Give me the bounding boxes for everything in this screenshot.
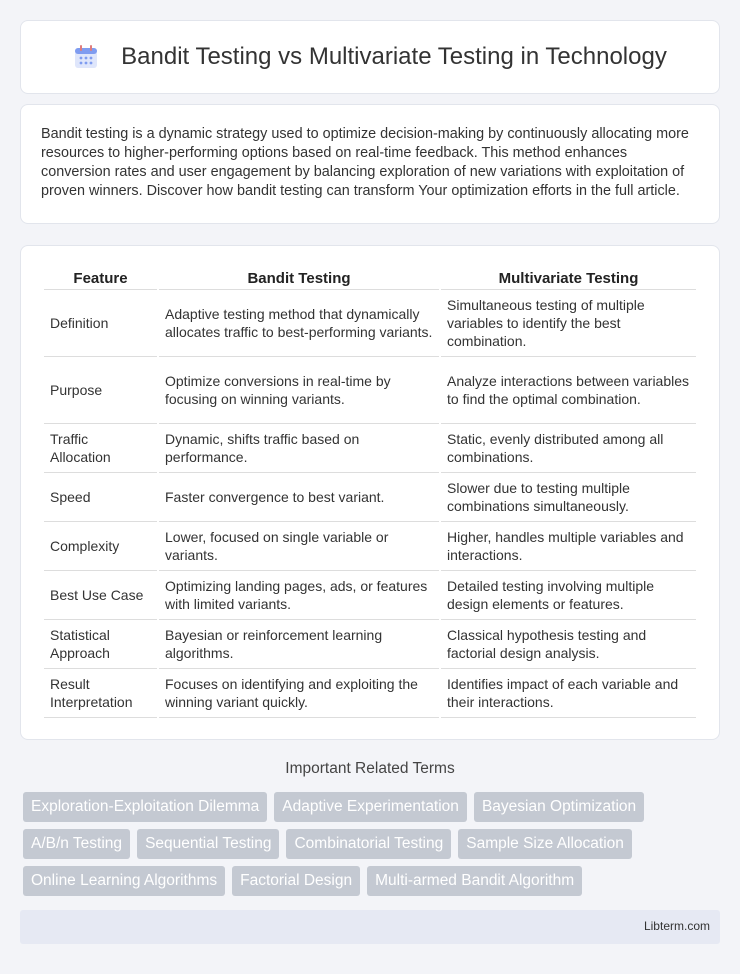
footer bbox=[20, 910, 720, 944]
tag-online-learning-algorithms[interactable]: Online Learning Algorithms bbox=[23, 866, 225, 896]
table-row bbox=[44, 473, 696, 522]
tag-combinatorial-testing[interactable]: Combinatorial Testing bbox=[286, 829, 451, 859]
bandit-cell: Focuses on identifying and exploiting the winning variant quickly. bbox=[159, 669, 439, 718]
table-row bbox=[44, 424, 696, 473]
bandit-cell: Faster convergence to best variant. bbox=[159, 473, 439, 522]
header-card bbox=[20, 20, 720, 94]
multivariate-cell: Simultaneous testing of multiple variables to identify the best combination. bbox=[441, 290, 696, 357]
multivariate-cell: Static, evenly distributed among all combinations. bbox=[441, 424, 696, 473]
feature-cell: Result Interpretation bbox=[44, 669, 157, 718]
footer-site-link[interactable]: Libterm.com bbox=[643, 919, 710, 933]
bandit-cell: Dynamic, shifts traffic based on performance. bbox=[159, 424, 439, 473]
page-title: Bandit Testing vs Multivariate Testing in Technology bbox=[121, 43, 667, 70]
comparison-table bbox=[42, 266, 698, 718]
feature-cell: Traffic Allocation bbox=[44, 424, 157, 473]
multivariate-cell: Identifies impact of each variable and their interactions. bbox=[441, 669, 696, 718]
feature-cell: Statistical Approach bbox=[44, 620, 157, 669]
multivariate-cell: Slower due to testing multiple combinations simultaneously. bbox=[441, 473, 696, 522]
tag-multi-armed-bandit-algorithm[interactable]: Multi-armed Bandit Algorithm bbox=[367, 866, 582, 896]
tag-row bbox=[23, 829, 723, 859]
table-row bbox=[44, 357, 696, 424]
related-terms-title: Important Related Terms bbox=[285, 760, 455, 777]
table-row bbox=[44, 522, 696, 571]
table-row bbox=[44, 290, 696, 357]
feature-cell: Best Use Case bbox=[44, 571, 157, 620]
header-multivariate-testing: Multivariate Testing bbox=[441, 266, 696, 290]
multivariate-cell: Analyze interactions between variables to find the optimal combination. bbox=[441, 357, 696, 424]
table-header-row bbox=[44, 266, 696, 290]
feature-cell: Purpose bbox=[44, 357, 157, 424]
bandit-cell: Adaptive testing method that dynamically allocates traffic to best-performing variants. bbox=[159, 290, 439, 357]
related-terms-tags bbox=[23, 792, 723, 903]
tag-row bbox=[23, 866, 723, 896]
multivariate-cell: Detailed testing involving multiple design elements or features. bbox=[441, 571, 696, 620]
multivariate-cell: Classical hypothesis testing and factorial design analysis. bbox=[441, 620, 696, 669]
feature-cell: Definition bbox=[44, 290, 157, 357]
feature-cell: Complexity bbox=[44, 522, 157, 571]
comparison-table-card bbox=[20, 245, 720, 740]
tag-bayesian-optimization[interactable]: Bayesian Optimization bbox=[474, 792, 644, 822]
header-bandit-testing: Bandit Testing bbox=[159, 266, 439, 290]
bandit-cell: Lower, focused on single variable or variants. bbox=[159, 522, 439, 571]
intro-card bbox=[20, 104, 720, 224]
feature-cell: Speed bbox=[44, 473, 157, 522]
bandit-cell: Bayesian or reinforcement learning algorithms. bbox=[159, 620, 439, 669]
calendar-icon bbox=[73, 44, 99, 70]
table-row bbox=[44, 669, 696, 718]
table-row bbox=[44, 571, 696, 620]
tag-abn-testing[interactable]: A/B/n Testing bbox=[23, 829, 130, 859]
table-row bbox=[44, 620, 696, 669]
tag-exploration-exploitation-dilemma[interactable]: Exploration-Exploitation Dilemma bbox=[23, 792, 267, 822]
header-feature: Feature bbox=[44, 266, 157, 290]
tag-sequential-testing[interactable]: Sequential Testing bbox=[137, 829, 279, 859]
bandit-cell: Optimize conversions in real-time by focusing on winning variants. bbox=[159, 357, 439, 424]
intro-text: Bandit testing is a dynamic strategy used to optimize decision-making by continuously allocating more resources to higher-performing options based on real-time feedback. This method enhances conversion rates and user engagement by balancing exploration of new variations with exploitation of proven winners. Discover how bandit testing can transform Your optimization efforts in the full article. bbox=[41, 126, 689, 199]
tag-row bbox=[23, 792, 723, 822]
multivariate-cell: Higher, handles multiple variables and interactions. bbox=[441, 522, 696, 571]
tag-sample-size-allocation[interactable]: Sample Size Allocation bbox=[458, 829, 632, 859]
bandit-cell: Optimizing landing pages, ads, or features with limited variants. bbox=[159, 571, 439, 620]
tag-adaptive-experimentation[interactable]: Adaptive Experimentation bbox=[274, 792, 467, 822]
tag-factorial-design[interactable]: Factorial Design bbox=[232, 866, 360, 896]
